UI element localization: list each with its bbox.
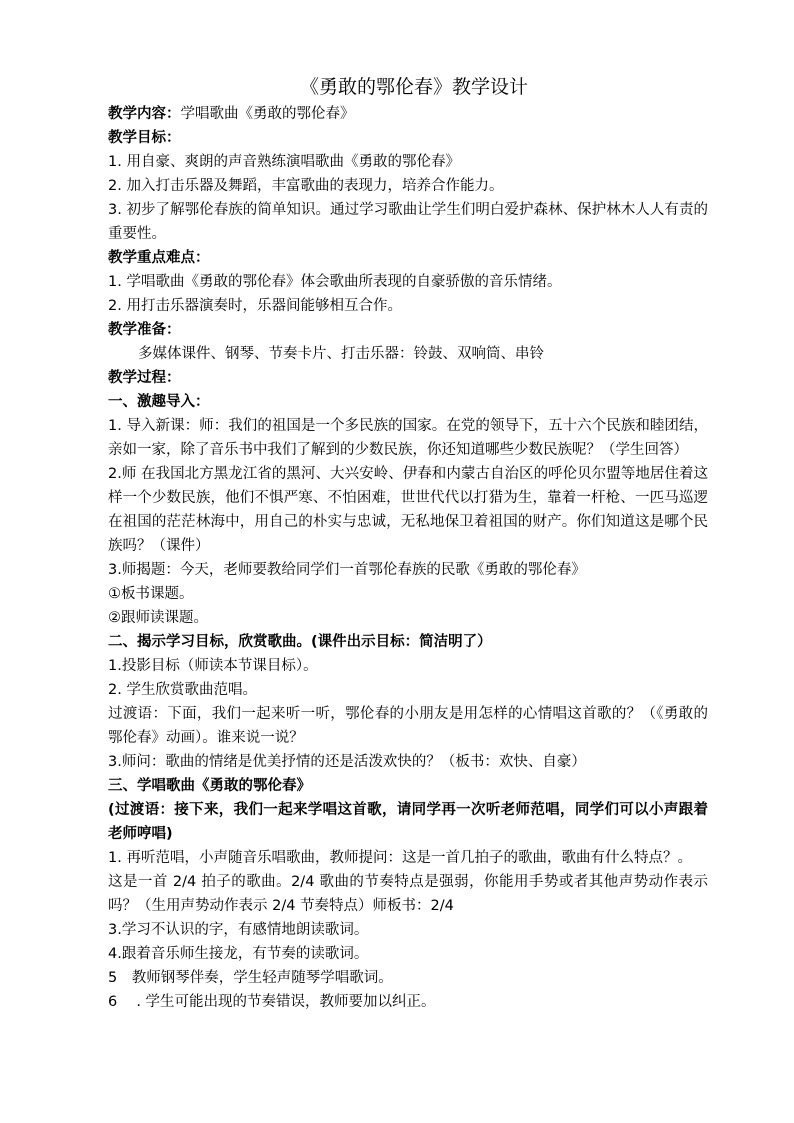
key-points-heading: 教学重点难点：	[108, 250, 210, 266]
preparation-heading: 教学准备：	[108, 322, 181, 338]
goals-heading: 教学目标：	[108, 130, 181, 146]
section2-paragraph-1: 1.投影目标（师读本节课目标）。	[108, 658, 318, 674]
section3-paragraph-6: 6 . 学生可能出现的节奏错误，教师要加以纠正。	[108, 994, 436, 1010]
lesson-plan-page	[108, 74, 708, 1014]
section2-paragraph-2: 2. 学生欣赏歌曲范唱。	[108, 682, 257, 698]
content-label: 教学内容：	[108, 106, 181, 122]
content-text: 学唱歌曲《勇敢的鄂伦春》	[180, 106, 355, 122]
goal-item-2: 2. 加入打击乐器及舞蹈，丰富歌曲的表现力，培养合作能力。	[108, 178, 504, 194]
section1-paragraph-5: ②跟师读课题。	[108, 610, 208, 626]
document-title: 《勇敢的鄂伦春》教学设计	[299, 76, 528, 98]
section1-paragraph-1: 1. 导入新课：师：我们的祖国是一个多民族的国家。在党的领导下，五十六个民族和睦团结，亲如一家，除了音乐书中我们了解到的少数民族，你还知道哪些少数民族呢？（学生回答）	[108, 418, 708, 458]
section3-paragraph-5: 5 教师钢琴伴奏，学生轻声随琴学唱歌词。	[108, 970, 393, 986]
section1-paragraph-2: 2.师 在我国北方黑龙江省的黑河、大兴安岭、伊春和内蒙古自治区的呼伦贝尔盟等地居住着这样一个少数民族，他们不惧严寒、不怕困难，世世代代以打猎为生，靠着一杆枪、一匹马巡逻在祖国的茫茫林海中，用自己的朴实与忠诚，无私地保卫着祖国的财产。你们知道这是哪个民族吗？（课件）	[108, 466, 708, 554]
process-heading: 教学过程：	[108, 370, 181, 386]
section1-paragraph-3: 3.师揭题：今天，老师要教给同学们一首鄂伦春族的民歌《勇敢的鄂伦春》	[108, 562, 586, 578]
section2-paragraph-4: 3.师问：歌曲的情绪是优美抒情的还是活泼欢快的？（板书：欢快、自豪）	[108, 754, 586, 770]
section3-transition: (过渡语：接下来，我们一起来学唱这首歌，请同学再一次听老师范唱，同学们可以小声跟着老师哼唱)	[108, 802, 708, 842]
section3-paragraph-4: 4.跟着音乐师生接龙，有节奏的读歌词。	[108, 946, 369, 962]
section3-paragraph-2: 这是一首 2/4 拍子的歌曲。2/4 歌曲的节奏特点是强弱，你能用手势或者其他声势动作表示吗？（生用声势动作表示 2/4 节奏特点）师板书：2/4	[108, 874, 708, 914]
key-point-1: 1. 学唱歌曲《勇敢的鄂伦春》体会歌曲所表现的自豪骄傲的音乐情绪。	[108, 274, 562, 290]
preparation-text: 多媒体课件、钢琴、节奏卡片、打击乐器：铃鼓、双响筒、串铃	[138, 346, 544, 362]
section2-paragraph-3: 过渡语：下面，我们一起来听一听，鄂伦春的小朋友是用怎样的心情唱这首歌的？（《勇敢的鄂伦春》动画）。谁来说一说？	[108, 706, 708, 746]
key-point-2: 2. 用打击乐器演奏时，乐器间能够相互合作。	[108, 298, 402, 314]
section3-heading: 三、学唱歌曲《勇敢的鄂伦春》	[108, 778, 311, 794]
content-line	[108, 102, 708, 126]
section1-heading: 一、激趣导入：	[108, 394, 210, 410]
section2-heading: 二、揭示学习目标，欣赏歌曲。(课件出示目标：简洁明了）	[108, 634, 492, 650]
section1-paragraph-4: ①板书课题。	[108, 586, 194, 602]
goal-item-3: 3. 初步了解鄂伦春族的简单知识。通过学习歌曲让学生们明白爱护森林、保护林木人人有责的重要性。	[108, 202, 708, 242]
section3-paragraph-1: 1. 再听范唱，小声随音乐唱歌曲，教师提问：这是一首几拍子的歌曲，歌曲有什么特点？。	[108, 850, 692, 866]
goal-item-1: 1. 用自豪、爽朗的声音熟练演唱歌曲《勇敢的鄂伦春》	[108, 154, 460, 170]
section3-paragraph-3: 3.学习不认识的字，有感情地朗读歌词。	[108, 922, 369, 938]
